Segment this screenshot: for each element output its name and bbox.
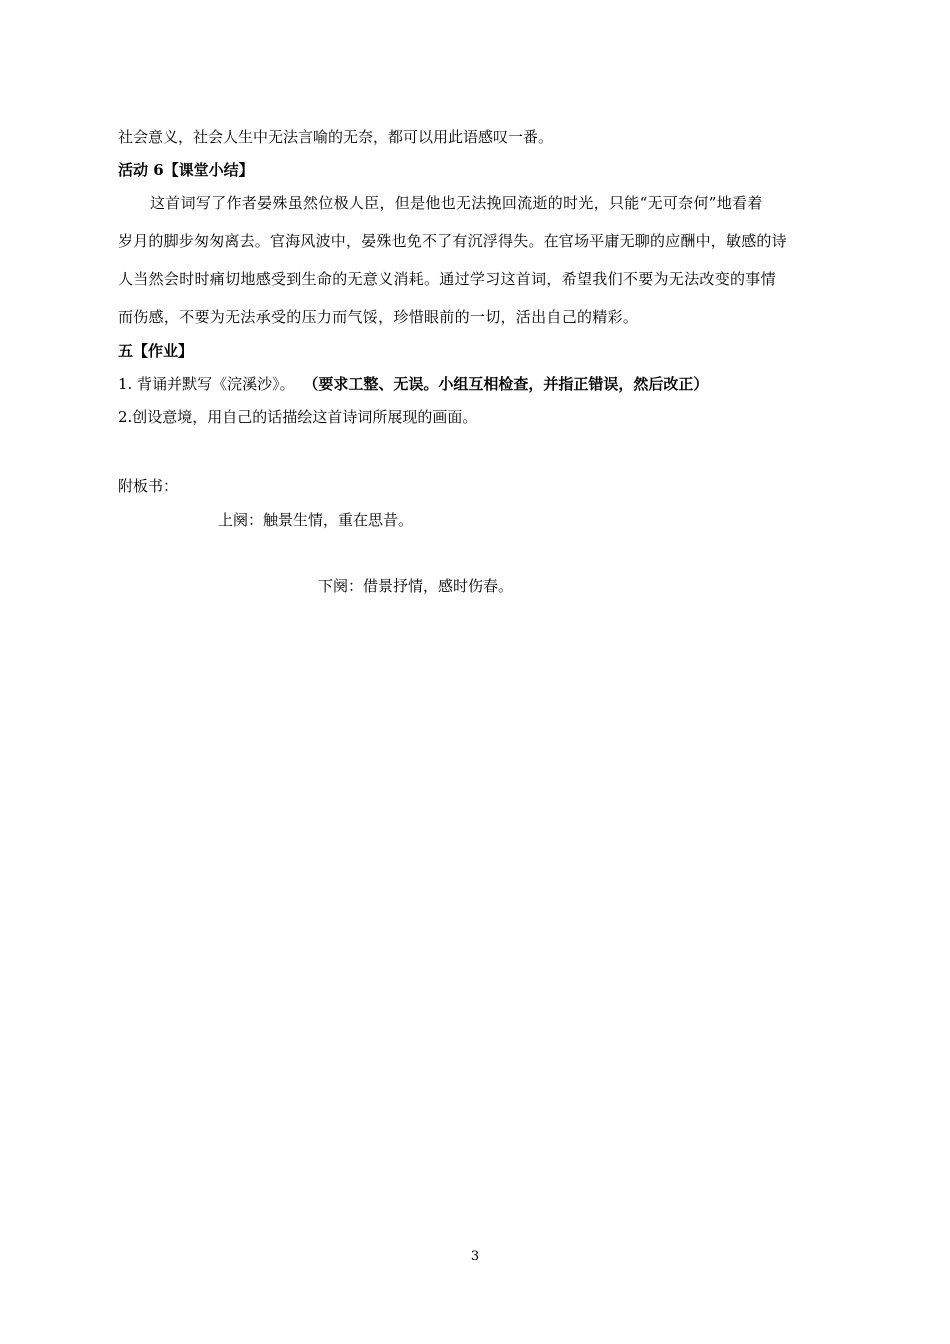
homework-item-2: 2.创设意境，用自己的话描绘这首诗词所展现的画面。 [118, 408, 478, 426]
page-number: 3 [470, 1249, 480, 1264]
board-heading: 附板书： [118, 477, 179, 495]
homework-item-1-note: （要求工整、无误。小组互相检查，并指正错误，然后改正） [303, 375, 709, 393]
board-upper: 上阕：触景生情，重在思昔。 [218, 511, 414, 529]
homework-item-1 [118, 374, 708, 394]
homework-heading: 五【作业】 [118, 342, 194, 360]
summary-line: 而伤感，不要为无法承受的压力而气馁，珍惜眼前的一切，活出自己的精彩。 [118, 308, 639, 326]
continuation-text: 社会意义，社会人生中无法言喻的无奈，都可以用此语感叹一番。 [118, 128, 554, 146]
summary-line: 岁月的脚步匆匆离去。官海风波中，晏殊也免不了有沉浮得失。在官场平庸无聊的应酬中，敏感的诗 [118, 232, 787, 250]
homework-item-1-text: 1. 背诵并默写《浣溪沙》。 [118, 375, 295, 393]
board-lower: 下阕：借景抒情，感时伤春。 [318, 577, 514, 595]
summary-line: 这首词写了作者晏殊虽然位极人臣，但是他也无法挽回流逝的时光，只能“无可奈何”地看着 [150, 194, 763, 212]
summary-line: 人当然会时时痛切地感受到生命的无意义消耗。通过学习这首词，希望我们不要为无法改变的事情 [118, 270, 776, 288]
activity6-heading: 活动 6【课堂小结】 [118, 161, 254, 179]
